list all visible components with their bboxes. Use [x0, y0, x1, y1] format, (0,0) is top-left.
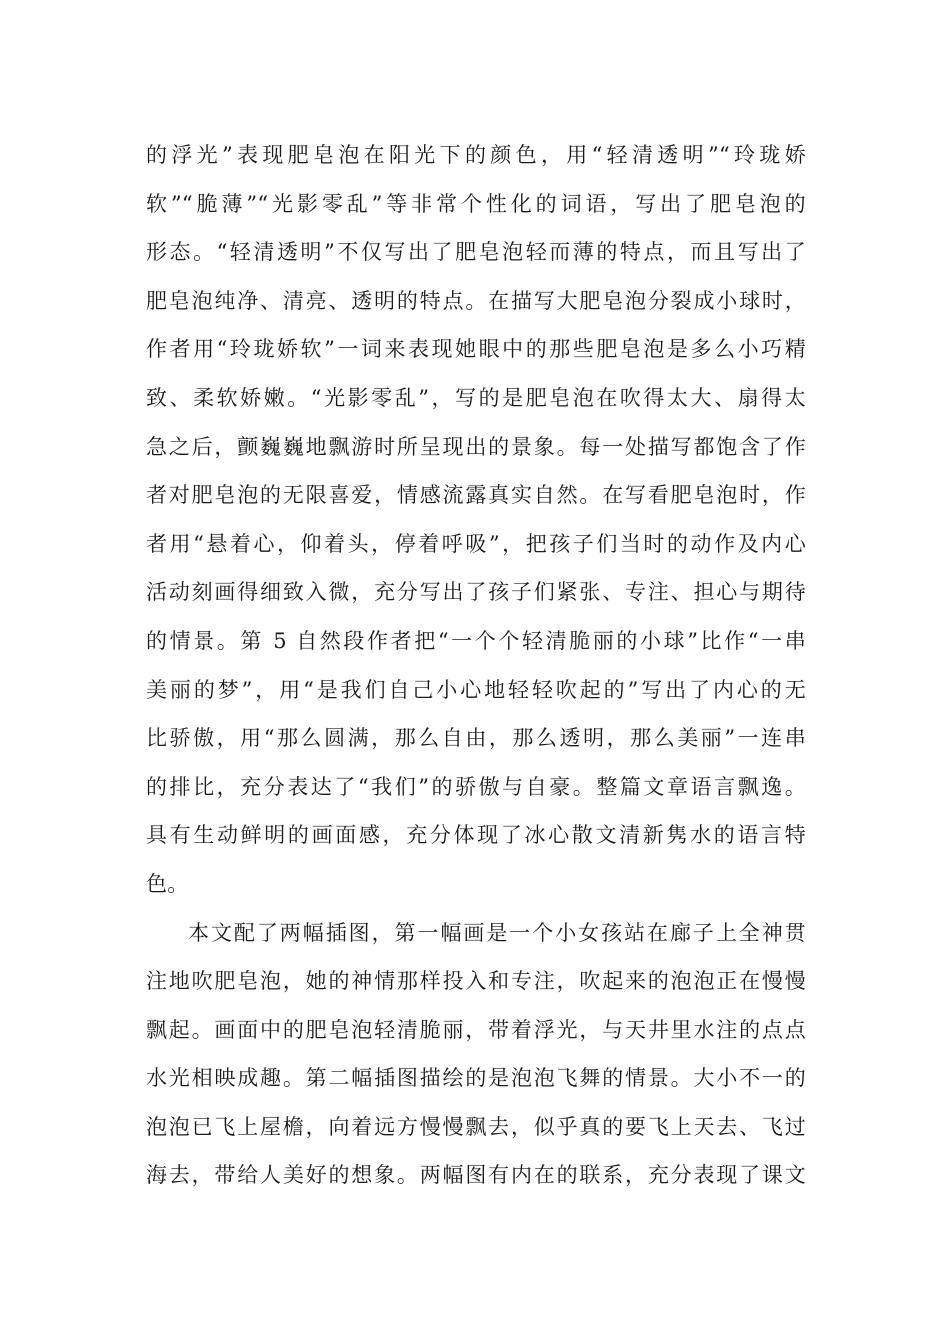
paragraph-start-line: 本文配了两幅插图，第一幅画是一个小女孩站在廊子上全神贯	[188, 920, 806, 945]
text-line: 注地吹肥皂泡，她的神情那样投入和专注，吹起来的泡泡正在慢慢	[146, 969, 806, 994]
text-line: 泡泡已飞上屋檐，向着远方慢慢飘去，似乎真的要飞上天去、飞过	[146, 1114, 806, 1139]
text-line: 的浮光”表现肥皂泡在阳光下的颜色，用“轻清透明”“玲珑娇	[146, 143, 806, 167]
text-line: 水光相映成趣。第二幅插图描绘的是泡泡飞舞的情景。大小不一的	[146, 1066, 806, 1091]
text-line: 作者用“玲珑娇软”一词来表现她眼中的那些肥皂泡是多么小巧精	[146, 337, 806, 362]
text-line: 活动刻画得细致入微，充分写出了孩子们紧张、专注、担心与期待	[146, 580, 806, 605]
text-line: 者用“悬着心，仰着头，停着呼吸”，把孩子们当时的动作及内心	[146, 531, 806, 556]
text-line: 急之后，颤巍巍地飘游时所呈现出的景象。每一处描写都饱含了作	[146, 434, 806, 459]
text-line: 肥皂泡纯净、清亮、透明的特点。在描写大肥皂泡分裂成小球时，	[146, 288, 806, 313]
paragraph-end-line: 色。	[146, 871, 189, 896]
text-line: 致、柔软娇嫩。“光影零乱”，写的是肥皂泡在吹得太大、扇得太	[146, 385, 806, 410]
text-line: 者对肥皂泡的无限喜爱，情感流露真实自然。在写看肥皂泡时，作	[146, 483, 806, 508]
text-line: 的排比，充分表达了“我们”的骄傲与自豪。整篇文章语言飘逸。	[146, 774, 806, 799]
text-line: 的情景。第 5 自然段作者把“一个个轻清脆丽的小球”比作“一串	[146, 628, 806, 653]
text-line: 形态。“轻清透明”不仅写出了肥皂泡轻而薄的特点，而且写出了	[146, 240, 806, 265]
text-line: 海去，带给人美好的想象。两幅图有内在的联系，充分表现了课文	[146, 1163, 806, 1188]
text-line: 美丽的梦”，用“是我们自己小心地轻轻吹起的”写出了内心的无	[146, 677, 806, 702]
text-line: 比骄傲，用“那么圆满，那么自由，那么透明，那么美丽”一连串	[146, 726, 806, 751]
body-text	[146, 131, 806, 1200]
text-line: 软”“脆薄”“光影零乱”等非常个性化的词语，写出了肥皂泡的	[146, 191, 806, 216]
text-line: 具有生动鲜明的画面感，充分体现了冰心散文清新隽水的语言特	[146, 823, 806, 848]
text-line: 飘起。画面中的肥皂泡轻清脆丽，带着浮光，与天井里水注的点点	[146, 1017, 806, 1042]
